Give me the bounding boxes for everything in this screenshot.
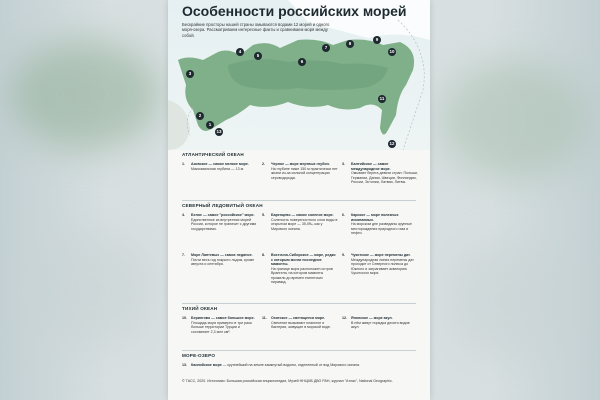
sea-number: 1. — [182, 162, 185, 166]
sea-number: 6. — [342, 213, 345, 217]
map-marker: 11 — [379, 96, 385, 101]
sea-heading: Белое — самое "российское" море. — [191, 213, 255, 217]
sea-body: Максимальная глубина — 13 м. — [191, 166, 245, 171]
sea-heading: Черное — море мертвых глубин. — [271, 162, 330, 166]
map-marker: 3 — [186, 70, 194, 78]
sea-heading: Баренцево — самое соленое море. — [271, 213, 334, 217]
sea-item — [182, 316, 258, 334]
sea-number: 13. — [182, 363, 187, 367]
sea-item — [342, 213, 418, 236]
sea-number: 9. — [342, 253, 345, 257]
sea-item — [262, 213, 338, 231]
divider — [182, 350, 416, 351]
map-marker: 9 — [373, 36, 381, 44]
sea-heading: Охотское — светящееся море. — [271, 316, 326, 320]
sea-body: На глубине ниже 150 м практически нет жизни из-за сильной концентрации сероводорода. — [271, 166, 338, 180]
section-arctic: СЕВЕРНЫЙ ЛЕДОВИТЫЙ ОКЕАН — [182, 203, 263, 208]
section-lake: МОРЕ-ОЗЕРО — [182, 353, 216, 358]
sea-item — [262, 253, 338, 285]
map-marker: 4 — [236, 48, 244, 56]
sea-item — [342, 162, 418, 185]
sea-item — [342, 253, 418, 276]
sea-number: 7. — [182, 253, 185, 257]
map-marker: 1 — [206, 121, 214, 129]
sea-heading: Чукотское — море перемены дат. — [351, 253, 411, 257]
sea-number: 4. — [182, 213, 185, 217]
intro-text: Бескрайние просторы нашей страны омываются водами 12 морей и одного моря-озера. Рассматриваем интересные факты и сравниваем моря между собой. — [182, 22, 330, 38]
sea-number: 11. — [262, 316, 267, 320]
page-title: Особенности российских морей — [182, 3, 407, 19]
sea-number: 5. — [262, 213, 265, 217]
sea-heading: Японское — море акул. — [351, 316, 393, 320]
sea-item — [182, 253, 258, 267]
sea-heading: Восточно-Сибирское — море, редко с которым могли последние мамонты. — [271, 253, 336, 266]
sea-number: 2. — [262, 162, 265, 166]
sea-body: Омывает берега девяти стран: Польши, Германии, Дании, Швеции, Финляндии, России, Эстонии, Латвии, Литвы. — [351, 171, 418, 184]
background-blur — [20, 230, 150, 350]
sea-body: Площадь моря примерно в три раза больше территории Турции и составляет 2,3 млн км². — [191, 320, 252, 334]
sea-number: 10. — [182, 316, 187, 320]
map-marker: 8 — [346, 40, 354, 48]
sea-item — [182, 363, 416, 368]
map-marker: 12 — [389, 141, 395, 146]
map-marker: 10 — [389, 49, 395, 54]
map-area — [168, 0, 430, 150]
sea-heading: Азовское — самое мелкое море. — [191, 162, 249, 166]
map-marker: 6 — [298, 58, 306, 66]
sea-heading: Каспийское море — [191, 363, 222, 367]
sea-heading: Берингово — самое большое море. — [191, 316, 255, 320]
sea-item — [262, 316, 338, 330]
background-blur — [10, 40, 160, 150]
sea-item — [262, 162, 338, 180]
sea-body: На границе моря расположен остров Врангеля, на котором мамонты прожили до времен египетских пирамид. — [271, 266, 333, 284]
background-blur — [440, 60, 590, 180]
sea-heading: Карское — море полезных ископаемых. — [351, 213, 399, 222]
sea-number: 12. — [342, 316, 347, 320]
divider — [182, 303, 416, 304]
sea-item — [342, 316, 418, 330]
sea-heading: Балтийское — самое международное море. — [351, 162, 391, 171]
map-marker: 13 — [216, 129, 222, 134]
sea-body: На морском дне разведаны крупные месторождения природного газа и нефти. — [351, 222, 412, 235]
background-blur — [450, 240, 580, 360]
sea-body: Единственное из внутренних морей России, которое не граничит с другими государствами. — [191, 217, 257, 231]
divider — [182, 200, 416, 201]
sea-body: Соленость поверхностного слоя воды в открытом море — 35,0‰, как у Мирового океана. — [271, 217, 338, 231]
section-atlantic: АТЛАНТИЧЕСКИЙ ОКЕАН — [182, 152, 244, 157]
sea-item — [182, 213, 258, 231]
source-footer: © ТАСС, 2020. Источники: Большая российская энциклопедия, Музей ННЦМБ ДВО РАН, журнал "Атлас", National Geographic. — [182, 379, 393, 383]
infographic-poster — [168, 0, 430, 400]
map-marker: 2 — [196, 112, 204, 120]
map-marker: 5 — [254, 52, 262, 60]
sea-number: 8. — [262, 253, 265, 257]
section-pacific: ТИХИЙ ОКЕАН — [182, 306, 218, 311]
sea-body: Международная линия перемены дат проходит от Северного полюса до Южного и затрагивает акваторию Чукотского моря. — [351, 257, 414, 275]
sea-body: Свечение вызывают планктон и бактерии, живущие в морской воде. — [271, 320, 331, 329]
sea-number: 3. — [342, 162, 345, 166]
sea-heading: Море Лаптевых — самое ледяное. — [191, 253, 253, 257]
sea-body: — крупнейший на земле замкнутый водоем, отделенный от вод Мирового океана. — [221, 363, 360, 367]
sea-body: В нём живут порядка десяти видов акул. — [351, 320, 410, 329]
sea-body: Почти весь год покрыто льдом, кроме августа и сентября. — [191, 257, 255, 266]
map-marker: 7 — [322, 44, 330, 52]
sea-item — [182, 162, 258, 171]
